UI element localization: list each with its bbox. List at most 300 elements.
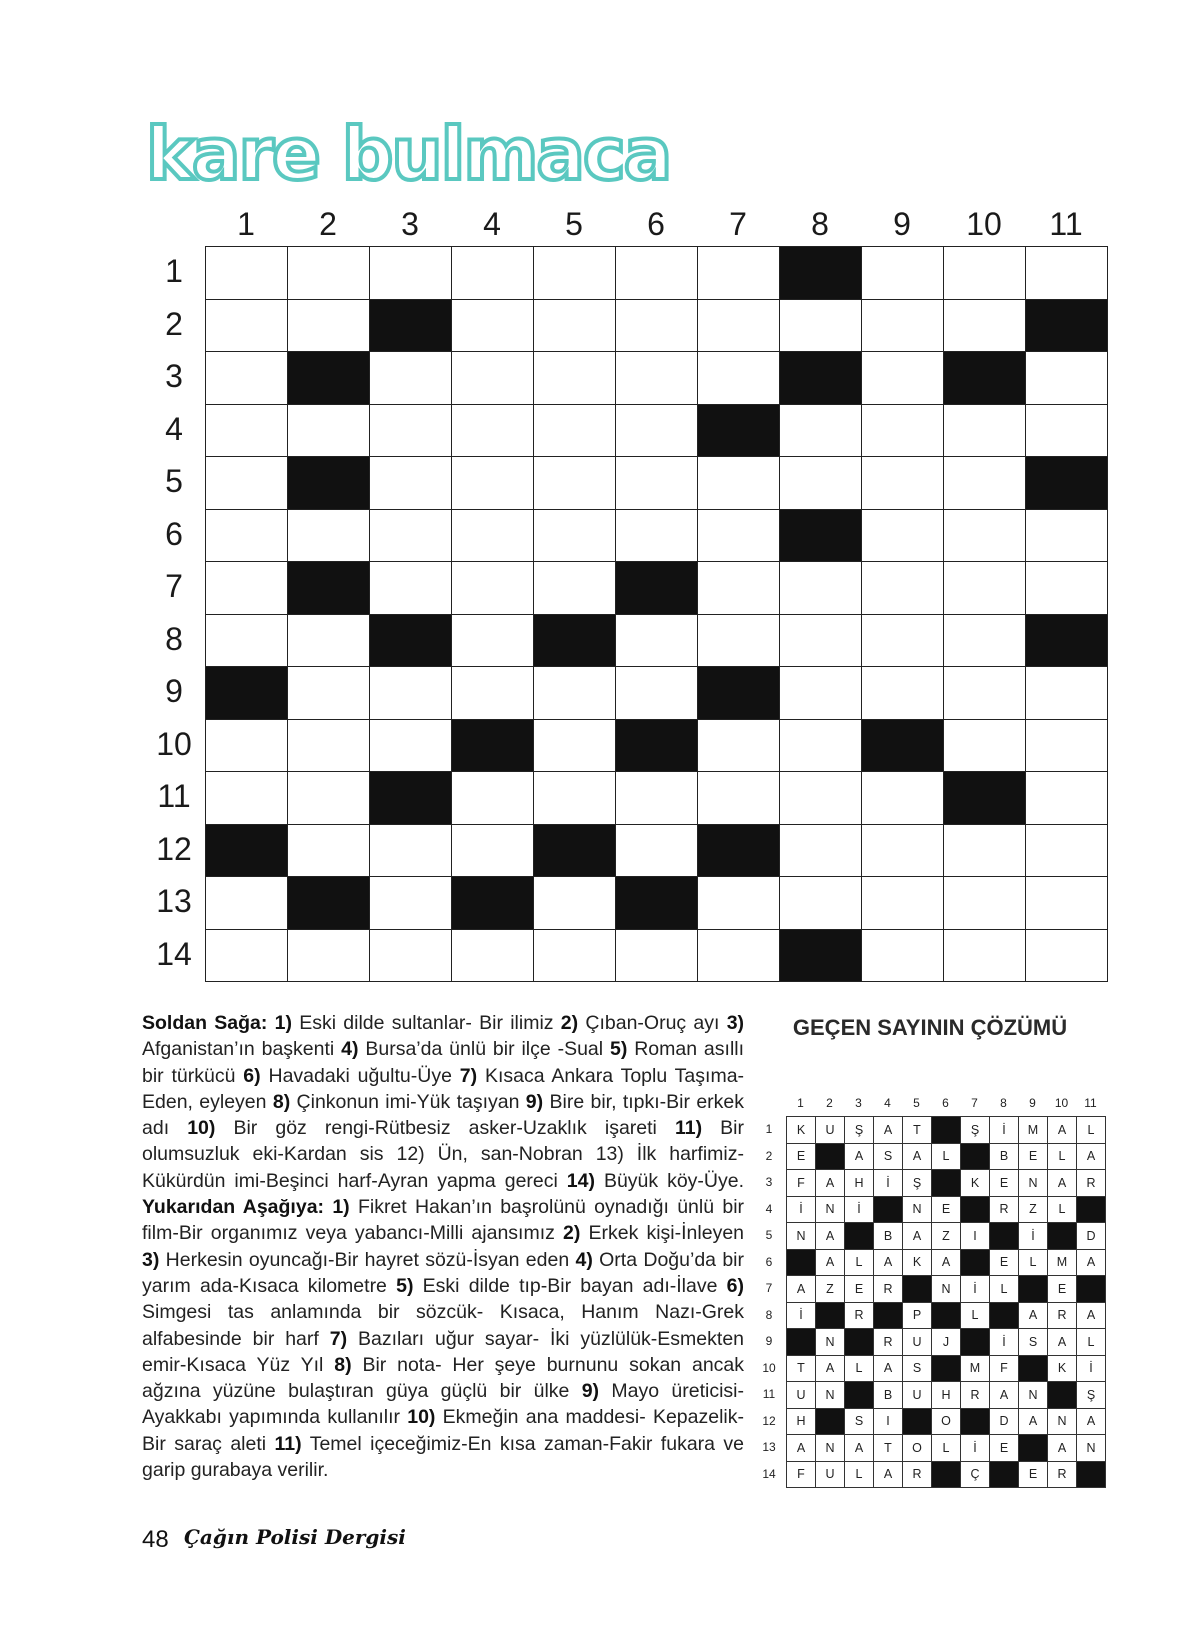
- clue-number: 3): [726, 1012, 745, 1034]
- empty-cell: [206, 615, 288, 668]
- solution-letter: N: [816, 1197, 845, 1224]
- solution-black-cell: [816, 1303, 845, 1330]
- solution-letter: D: [990, 1409, 1019, 1436]
- clue-number: 11): [274, 1432, 302, 1455]
- empty-cell: [698, 457, 780, 510]
- empty-cell: [1026, 247, 1108, 300]
- solution-black-cell: [932, 1117, 961, 1144]
- solution-letter: L: [932, 1435, 961, 1462]
- solution-letter: B: [874, 1382, 903, 1409]
- clue-text: Çıban-Oruç ayı: [585, 1012, 720, 1034]
- solution-black-cell: [816, 1409, 845, 1436]
- solution-letter: N: [1048, 1409, 1077, 1436]
- black-cell: [780, 352, 862, 405]
- empty-cell: [534, 405, 616, 458]
- black-cell: [1026, 300, 1108, 353]
- solution-row-number: 4: [765, 1201, 773, 1216]
- solution-black-cell: [1077, 1462, 1106, 1489]
- empty-cell: [698, 772, 780, 825]
- solution-letter: B: [990, 1144, 1019, 1171]
- empty-cell: [780, 405, 862, 458]
- empty-cell: [862, 300, 944, 353]
- solution-letter: A: [1048, 1117, 1077, 1144]
- solution-letter: R: [990, 1197, 1019, 1224]
- solution-letter: E: [1019, 1144, 1048, 1171]
- clue-text: Simgesi tas anlamında bir sözcük- Kısaca, Hanım Nazı-Grek alfabesinde bir harf: [142, 1301, 744, 1350]
- empty-cell: [616, 300, 698, 353]
- solution-letter: B: [874, 1223, 903, 1250]
- solution-row-number: 13: [762, 1440, 776, 1454]
- clue-number: 8): [334, 1353, 352, 1376]
- empty-cell: [862, 615, 944, 668]
- clue-number: 10): [407, 1406, 436, 1429]
- empty-cell: [452, 825, 534, 878]
- solution-black-cell: [990, 1303, 1019, 1330]
- black-cell: [616, 562, 698, 615]
- empty-cell: [780, 300, 862, 353]
- black-cell: [288, 877, 370, 930]
- empty-cell: [698, 930, 780, 983]
- empty-cell: [698, 615, 780, 668]
- solution-column-number: 9: [1029, 1096, 1036, 1110]
- solution-letter: U: [903, 1329, 932, 1356]
- solution-letter: P: [903, 1303, 932, 1330]
- empty-cell: [1026, 825, 1108, 878]
- solution-letter: L: [1077, 1117, 1106, 1144]
- solution-letter: M: [1048, 1250, 1077, 1277]
- black-cell: [698, 825, 780, 878]
- solution-letter: E: [990, 1250, 1019, 1277]
- empty-cell: [206, 720, 288, 773]
- down-label: Yukarıdan Aşağıya:: [142, 1196, 325, 1219]
- solution-black-cell: [932, 1303, 961, 1330]
- empty-cell: [206, 772, 288, 825]
- clue-number: 3): [142, 1248, 160, 1271]
- empty-cell: [452, 457, 534, 510]
- column-number: 2: [319, 206, 337, 242]
- clue-number: 5): [609, 1038, 628, 1061]
- solution-letter: S: [903, 1356, 932, 1383]
- empty-cell: [1026, 352, 1108, 405]
- solution-letter: F: [787, 1462, 816, 1489]
- solution-letter: Z: [816, 1276, 845, 1303]
- solution-black-cell: [932, 1462, 961, 1489]
- black-cell: [616, 720, 698, 773]
- empty-cell: [452, 300, 534, 353]
- empty-cell: [206, 247, 288, 300]
- solution-column-number: 4: [884, 1096, 891, 1110]
- solution-letter: İ: [874, 1170, 903, 1197]
- clue-text: Bir olumsuzluk eki-Kardan sis 12) Ün, san-Nobran 13) İlk harfimiz-Kükürdün imi-Beşinci harf-Ayran yapma gereci: [142, 1117, 744, 1192]
- empty-cell: [780, 457, 862, 510]
- solution-letter: R: [845, 1303, 874, 1330]
- solution-letter: A: [1048, 1435, 1077, 1462]
- empty-cell: [944, 300, 1026, 353]
- solution-title: GEÇEN SAYININ ÇÖZÜMÜ: [792, 1015, 1068, 1040]
- black-cell: [862, 720, 944, 773]
- empty-cell: [616, 930, 698, 983]
- empty-cell: [534, 877, 616, 930]
- black-cell: [780, 510, 862, 563]
- solution-letter: U: [816, 1117, 845, 1144]
- solution-letter: A: [816, 1223, 845, 1250]
- solution-letter: A: [816, 1250, 845, 1277]
- solution-letter: L: [961, 1303, 990, 1330]
- solution-letter: Ş: [961, 1117, 990, 1144]
- empty-cell: [1026, 720, 1108, 773]
- column-number: 7: [729, 206, 747, 242]
- solution-row-number: 14: [762, 1466, 776, 1481]
- solution-black-cell: [787, 1250, 816, 1277]
- empty-cell: [780, 720, 862, 773]
- row-number: 11: [157, 778, 191, 814]
- solution-black-cell: [990, 1223, 1019, 1250]
- solution-letter: S: [874, 1144, 903, 1171]
- solution-letter: Ş: [903, 1170, 932, 1197]
- empty-cell: [1026, 772, 1108, 825]
- black-cell: [780, 247, 862, 300]
- empty-cell: [698, 247, 780, 300]
- black-cell: [288, 457, 370, 510]
- solution-black-cell: [903, 1276, 932, 1303]
- solution-letter: A: [1048, 1329, 1077, 1356]
- row-number: 3: [165, 358, 183, 394]
- empty-cell: [698, 300, 780, 353]
- solution-letter: S: [1019, 1329, 1048, 1356]
- page-number: 48: [142, 1526, 169, 1553]
- column-number: 9: [893, 206, 911, 242]
- empty-cell: [534, 930, 616, 983]
- clue-text: Bir göz rengi-Rütbesiz asker-Uzaklık işareti: [233, 1117, 657, 1140]
- solution-letter: M: [961, 1356, 990, 1383]
- empty-cell: [698, 877, 780, 930]
- empty-cell: [862, 877, 944, 930]
- solution-letter: A: [787, 1435, 816, 1462]
- solution-letter: T: [874, 1435, 903, 1462]
- solution-black-cell: [961, 1197, 990, 1224]
- solution-letter: A: [816, 1170, 845, 1197]
- empty-cell: [452, 772, 534, 825]
- empty-cell: [288, 720, 370, 773]
- solution-letter: N: [932, 1276, 961, 1303]
- row-number: 1: [165, 253, 183, 289]
- solution-letter: L: [845, 1250, 874, 1277]
- empty-cell: [616, 247, 698, 300]
- solution-black-cell: [932, 1356, 961, 1383]
- clue-number: 6): [243, 1064, 261, 1087]
- solution-letter: A: [874, 1250, 903, 1277]
- empty-cell: [370, 930, 452, 983]
- solution-letter: A: [845, 1435, 874, 1462]
- empty-cell: [370, 825, 452, 878]
- solution-letter: İ: [845, 1197, 874, 1224]
- column-number: 4: [483, 206, 501, 242]
- empty-cell: [452, 510, 534, 563]
- solution-letter: R: [874, 1329, 903, 1356]
- solution-letter: K: [1048, 1356, 1077, 1383]
- empty-cell: [452, 247, 534, 300]
- clue-number: 1): [332, 1196, 350, 1219]
- empty-cell: [1026, 877, 1108, 930]
- black-cell: [698, 667, 780, 720]
- clue-number: 5): [396, 1274, 414, 1297]
- solution-letter: Z: [932, 1223, 961, 1250]
- black-cell: [288, 562, 370, 615]
- empty-cell: [944, 562, 1026, 615]
- empty-cell: [534, 510, 616, 563]
- black-cell: [288, 352, 370, 405]
- empty-cell: [862, 352, 944, 405]
- solution-letter: M: [1019, 1117, 1048, 1144]
- empty-cell: [944, 405, 1026, 458]
- solution-letter: A: [903, 1144, 932, 1171]
- solution-letter: L: [845, 1356, 874, 1383]
- solution-letter: N: [903, 1197, 932, 1224]
- empty-cell: [616, 772, 698, 825]
- solution-letter: A: [990, 1382, 1019, 1409]
- empty-cell: [370, 457, 452, 510]
- empty-cell: [534, 667, 616, 720]
- clue-text: Çinkonun imi-Yük taşıyan: [296, 1090, 520, 1113]
- column-number: 10: [966, 206, 1002, 242]
- clue-text: Bursa’da ünlü bir ilçe -Sual: [365, 1038, 604, 1061]
- empty-cell: [370, 405, 452, 458]
- empty-cell: [206, 457, 288, 510]
- empty-cell: [452, 562, 534, 615]
- solution-row-number: 9: [765, 1334, 773, 1348]
- clues-text: [142, 1010, 744, 1483]
- empty-cell: [862, 930, 944, 983]
- empty-cell: [534, 457, 616, 510]
- solution-letter: H: [932, 1382, 961, 1409]
- solution-black-cell: [1019, 1356, 1048, 1383]
- empty-cell: [944, 720, 1026, 773]
- empty-cell: [288, 667, 370, 720]
- row-number: 5: [165, 463, 183, 499]
- black-cell: [452, 720, 534, 773]
- empty-cell: [862, 247, 944, 300]
- solution-letter: N: [787, 1223, 816, 1250]
- solution-letter: A: [1077, 1250, 1106, 1277]
- empty-cell: [370, 720, 452, 773]
- empty-cell: [944, 510, 1026, 563]
- across-clues: [142, 1012, 744, 1192]
- solution-letter: E: [932, 1197, 961, 1224]
- empty-cell: [862, 667, 944, 720]
- row-number: 9: [165, 673, 183, 709]
- solution-row-number: 12: [762, 1413, 776, 1428]
- empty-cell: [862, 562, 944, 615]
- empty-cell: [862, 405, 944, 458]
- solution-letter: N: [816, 1329, 845, 1356]
- solution-black-cell: [1019, 1435, 1048, 1462]
- empty-cell: [370, 877, 452, 930]
- empty-cell: [206, 562, 288, 615]
- solution-black-cell: [1077, 1276, 1106, 1303]
- solution-letter: A: [874, 1462, 903, 1489]
- solution-black-cell: [961, 1409, 990, 1436]
- empty-cell: [944, 457, 1026, 510]
- solution-letter: H: [787, 1409, 816, 1436]
- column-number: 3: [401, 206, 419, 242]
- empty-cell: [288, 405, 370, 458]
- solution-letter: R: [1048, 1303, 1077, 1330]
- across-label: Soldan Sağa:: [142, 1012, 268, 1034]
- solution-black-cell: [845, 1382, 874, 1409]
- empty-cell: [452, 352, 534, 405]
- empty-cell: [452, 667, 534, 720]
- empty-cell: [698, 510, 780, 563]
- black-cell: [944, 352, 1026, 405]
- empty-cell: [780, 562, 862, 615]
- column-number: 8: [811, 206, 829, 242]
- solution-letter: Z: [1019, 1197, 1048, 1224]
- page-title: kare bulmaca: [146, 112, 671, 196]
- solution-black-cell: [1048, 1223, 1077, 1250]
- solution-letter: A: [903, 1223, 932, 1250]
- empty-cell: [780, 667, 862, 720]
- clue-number: 4): [575, 1248, 593, 1271]
- clue-number: 9): [525, 1090, 544, 1113]
- empty-cell: [698, 720, 780, 773]
- solution-row-number: 6: [765, 1254, 773, 1269]
- clue-text: Orta Doğu’da bir yarım ada-Kısaca kilometre: [142, 1248, 744, 1297]
- solution-letter: A: [874, 1117, 903, 1144]
- solution-letter: N: [816, 1435, 845, 1462]
- solution-column-number: 11: [1084, 1096, 1097, 1110]
- solution-column-number: 1: [797, 1096, 804, 1110]
- solution-letter: R: [874, 1276, 903, 1303]
- solution-letter: E: [990, 1170, 1019, 1197]
- solution-letter: K: [787, 1117, 816, 1144]
- empty-cell: [616, 405, 698, 458]
- solution-letter: N: [816, 1382, 845, 1409]
- row-number: 12: [156, 830, 192, 867]
- solution-grid: [786, 1116, 1106, 1488]
- black-cell: [370, 772, 452, 825]
- empty-cell: [206, 510, 288, 563]
- solution-letter: İ: [961, 1276, 990, 1303]
- down-clues: [142, 1196, 744, 1481]
- row-number: 8: [165, 620, 183, 657]
- clue-number: 6): [726, 1274, 744, 1297]
- empty-cell: [370, 352, 452, 405]
- empty-cell: [370, 510, 452, 563]
- black-cell: [452, 877, 534, 930]
- empty-cell: [780, 877, 862, 930]
- black-cell: [370, 300, 452, 353]
- solution-letter: R: [903, 1462, 932, 1489]
- solution-letter: L: [845, 1462, 874, 1489]
- empty-cell: [288, 930, 370, 983]
- row-number: 13: [156, 883, 192, 919]
- empty-cell: [206, 300, 288, 353]
- solution-letter: J: [932, 1329, 961, 1356]
- solution-letter: T: [787, 1356, 816, 1383]
- empty-cell: [780, 825, 862, 878]
- empty-cell: [616, 510, 698, 563]
- row-number: 4: [165, 410, 183, 447]
- solution-letter: T: [903, 1117, 932, 1144]
- empty-cell: [534, 247, 616, 300]
- crossword-grid: [205, 246, 1108, 982]
- clue-text: Eski dilde tıp-Bir bayan adı-İlave: [422, 1274, 718, 1297]
- solution-column-number: 7: [971, 1096, 978, 1110]
- black-cell: [534, 825, 616, 878]
- clue-text: Mayo üreticisi-Ayakkabı yapımında kullanılır: [142, 1380, 744, 1429]
- solution-row-number: 2: [765, 1148, 773, 1163]
- solution-row-number: 5: [765, 1228, 773, 1242]
- empty-cell: [288, 300, 370, 353]
- solution-letter: Ç: [961, 1462, 990, 1489]
- solution-column-number: 8: [1000, 1096, 1007, 1110]
- solution-letter: R: [1048, 1462, 1077, 1489]
- column-number: 1: [237, 206, 255, 242]
- black-cell: [616, 877, 698, 930]
- solution-black-cell: [874, 1303, 903, 1330]
- clue-number: 8): [272, 1090, 291, 1113]
- empty-cell: [288, 615, 370, 668]
- empty-cell: [944, 877, 1026, 930]
- black-cell: [370, 615, 452, 668]
- empty-cell: [944, 667, 1026, 720]
- solution-letter: K: [961, 1170, 990, 1197]
- empty-cell: [288, 772, 370, 825]
- solution-letter: L: [1048, 1144, 1077, 1171]
- clue-text: Eski dilde sultanlar- Bir ilimiz: [299, 1012, 554, 1034]
- solution-letter: İ: [787, 1197, 816, 1224]
- clue-text: Bir nota- Her şeye burnunu sokan ancak ağzına yüzüne bulaştıran güya güçlü bir ülke: [142, 1353, 745, 1403]
- column-number: 5: [565, 206, 583, 242]
- solution-letter: A: [932, 1250, 961, 1277]
- solution-letter: A: [1019, 1409, 1048, 1436]
- clue-number: 14): [566, 1169, 595, 1192]
- empty-cell: [780, 772, 862, 825]
- solution-row-number: 11: [762, 1387, 776, 1401]
- solution-row-number: 8: [765, 1307, 773, 1322]
- solution-black-cell: [1077, 1197, 1106, 1224]
- empty-cell: [862, 825, 944, 878]
- solution-letter: E: [845, 1276, 874, 1303]
- solution-black-cell: [961, 1250, 990, 1277]
- empty-cell: [616, 667, 698, 720]
- empty-cell: [944, 615, 1026, 668]
- solution-letter: R: [961, 1382, 990, 1409]
- solution-letter: İ: [961, 1435, 990, 1462]
- solution-letter: U: [787, 1382, 816, 1409]
- solution-letter: O: [903, 1435, 932, 1462]
- solution-letter: E: [1048, 1276, 1077, 1303]
- empty-cell: [944, 930, 1026, 983]
- solution-letter: Ş: [1077, 1382, 1106, 1409]
- solution-black-cell: [903, 1409, 932, 1436]
- solution-letter: A: [845, 1144, 874, 1171]
- solution-letter: R: [1077, 1170, 1106, 1197]
- solution-letter: N: [1077, 1435, 1106, 1462]
- solution-black-cell: [845, 1329, 874, 1356]
- row-number: 14: [156, 935, 192, 972]
- empty-cell: [534, 352, 616, 405]
- solution-letter: A: [787, 1276, 816, 1303]
- solution-letter: İ: [787, 1303, 816, 1330]
- solution-letter: E: [787, 1144, 816, 1171]
- empty-cell: [288, 510, 370, 563]
- empty-cell: [370, 562, 452, 615]
- solution-letter: İ: [1077, 1356, 1106, 1383]
- solution-letter: A: [1077, 1144, 1106, 1171]
- solution-letter: A: [1077, 1303, 1106, 1330]
- solution-letter: D: [1077, 1223, 1106, 1250]
